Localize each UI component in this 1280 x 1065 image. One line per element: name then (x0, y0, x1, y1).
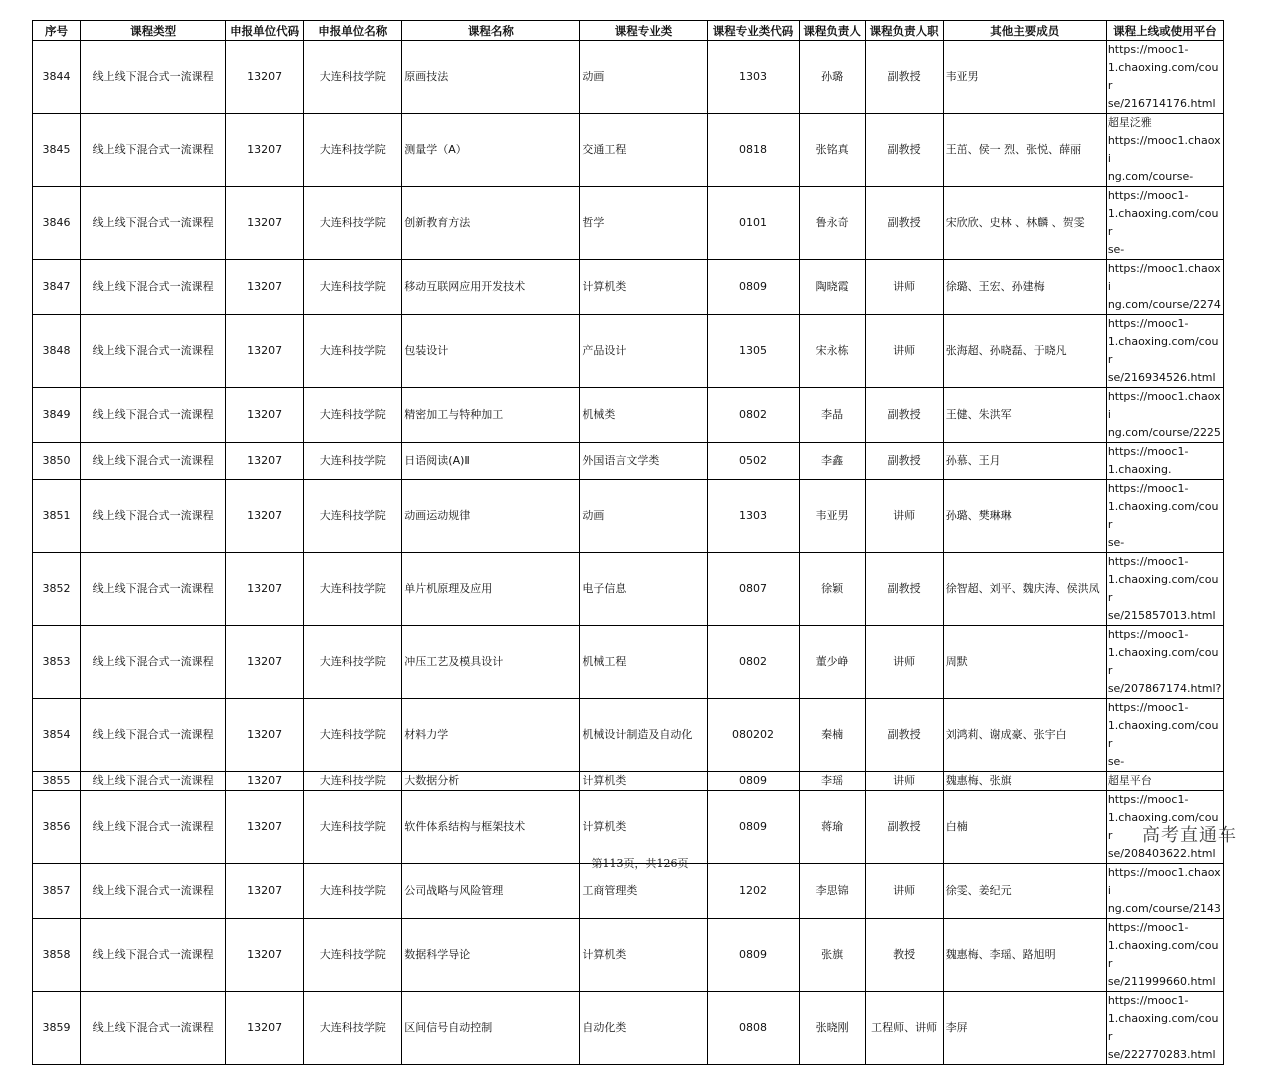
row-major: 计算机类 (580, 260, 707, 315)
row-members: 徐雯、姜纪元 (943, 864, 1106, 919)
row-index: 3844 (33, 41, 81, 114)
row-platform: https://mooc1.chaoxi ng.com/course/2143 (1106, 864, 1223, 919)
row-major-code: 0809 (707, 919, 799, 992)
row-leader-title: 讲师 (865, 864, 943, 919)
row-leader-title: 副教授 (865, 187, 943, 260)
row-leader-title: 讲师 (865, 260, 943, 315)
row-major: 计算机类 (580, 919, 707, 992)
row-major: 电子信息 (580, 553, 707, 626)
row-unit-code: 13207 (226, 919, 304, 992)
row-index: 3845 (33, 114, 81, 187)
row-leader-title: 副教授 (865, 443, 943, 480)
row-members: 孙璐、樊琳琳 (943, 480, 1106, 553)
row-major-code: 1303 (707, 480, 799, 553)
row-course-type: 线上线下混合式一流课程 (81, 919, 226, 992)
row-unit-name: 大连科技学院 (304, 260, 402, 315)
row-index: 3849 (33, 388, 81, 443)
row-unit-name: 大连科技学院 (304, 388, 402, 443)
row-major-code: 0502 (707, 443, 799, 480)
row-course-name: 动画运动规律 (402, 480, 580, 553)
row-major-code: 0101 (707, 187, 799, 260)
row-course-type: 线上线下混合式一流课程 (81, 772, 226, 791)
row-unit-name: 大连科技学院 (304, 553, 402, 626)
row-leader: 徐颖 (799, 553, 865, 626)
course-table (32, 20, 1224, 1065)
row-members: 王健、朱洪军 (943, 388, 1106, 443)
row-unit-code: 13207 (226, 992, 304, 1065)
col-header-leader: 课程负责人 (799, 21, 865, 41)
row-leader: 蒋瑜 (799, 791, 865, 864)
row-leader: 孙璐 (799, 41, 865, 114)
table-row (33, 388, 1224, 443)
row-index: 3847 (33, 260, 81, 315)
row-leader: 张晓刚 (799, 992, 865, 1065)
col-header-course-type: 课程类型 (81, 21, 226, 41)
row-leader: 李晶 (799, 388, 865, 443)
row-leader: 李鑫 (799, 443, 865, 480)
row-unit-name: 大连科技学院 (304, 626, 402, 699)
row-members: 张海超、孙晓磊、于晓凡 (943, 315, 1106, 388)
row-leader-title: 副教授 (865, 699, 943, 772)
row-unit-code: 13207 (226, 791, 304, 864)
row-index: 3853 (33, 626, 81, 699)
table-row (33, 992, 1224, 1065)
row-leader-title: 讲师 (865, 315, 943, 388)
row-course-name: 测量学（A） (402, 114, 580, 187)
row-index: 3859 (33, 992, 81, 1065)
row-unit-code: 13207 (226, 260, 304, 315)
row-course-name: 材料力学 (402, 699, 580, 772)
row-members: 刘鸿莉、谢成豪、张宇白 (943, 699, 1106, 772)
row-course-name: 软件体系结构与框架技术 (402, 791, 580, 864)
row-major: 计算机类 (580, 772, 707, 791)
row-index: 3850 (33, 443, 81, 480)
row-index: 3856 (33, 791, 81, 864)
row-unit-code: 13207 (226, 315, 304, 388)
table-row (33, 772, 1224, 791)
row-unit-code: 13207 (226, 114, 304, 187)
col-header-major-code: 课程专业类代码 (707, 21, 799, 41)
table-row (33, 864, 1224, 919)
row-platform: https://mooc1- 1.chaoxing. (1106, 443, 1223, 480)
row-platform: https://mooc1- 1.chaoxing.com/cour se/222770283.html (1106, 992, 1223, 1065)
row-course-name: 原画技法 (402, 41, 580, 114)
row-unit-name: 大连科技学院 (304, 114, 402, 187)
row-members: 宋欣欣、史林 、林麟 、贺雯 (943, 187, 1106, 260)
row-index: 3854 (33, 699, 81, 772)
row-unit-code: 13207 (226, 772, 304, 791)
row-unit-code: 13207 (226, 553, 304, 626)
row-platform: https://mooc1- 1.chaoxing.com/cour se/215857013.html (1106, 553, 1223, 626)
header-row (33, 21, 1224, 41)
page-footer: 第113页，共126页 (591, 857, 689, 870)
row-platform: 超星泛雅 https://mooc1.chaoxi ng.com/course- (1106, 114, 1223, 187)
row-leader-title: 副教授 (865, 388, 943, 443)
row-leader: 秦楠 (799, 699, 865, 772)
row-course-name: 包装设计 (402, 315, 580, 388)
row-leader: 董少峥 (799, 626, 865, 699)
row-course-name: 冲压工艺及模具设计 (402, 626, 580, 699)
table-row (33, 260, 1224, 315)
table-row (33, 480, 1224, 553)
row-unit-name: 大连科技学院 (304, 41, 402, 114)
table-row (33, 553, 1224, 626)
row-index: 3852 (33, 553, 81, 626)
row-major: 自动化类 (580, 992, 707, 1065)
row-unit-name: 大连科技学院 (304, 791, 402, 864)
row-course-type: 线上线下混合式一流课程 (81, 480, 226, 553)
row-platform: https://mooc1.chaoxi ng.com/course/2225 (1106, 388, 1223, 443)
row-leader: 李思锦 (799, 864, 865, 919)
table-row (33, 41, 1224, 114)
row-course-type: 线上线下混合式一流课程 (81, 443, 226, 480)
row-index: 3848 (33, 315, 81, 388)
row-course-type: 线上线下混合式一流课程 (81, 388, 226, 443)
col-header-index: 序号 (33, 21, 81, 41)
row-major-code: 1202 (707, 864, 799, 919)
row-leader-title: 副教授 (865, 791, 943, 864)
row-members: 周默 (943, 626, 1106, 699)
row-major: 机械类 (580, 388, 707, 443)
row-course-type: 线上线下混合式一流课程 (81, 553, 226, 626)
row-index: 3855 (33, 772, 81, 791)
table-row (33, 791, 1224, 864)
row-course-type: 线上线下混合式一流课程 (81, 864, 226, 919)
table-row (33, 315, 1224, 388)
row-major-code: 1303 (707, 41, 799, 114)
row-members: 孙慕、王月 (943, 443, 1106, 480)
col-header-leader-title: 课程负责人职 (865, 21, 943, 41)
row-leader-title: 副教授 (865, 114, 943, 187)
row-unit-code: 13207 (226, 480, 304, 553)
row-unit-code: 13207 (226, 187, 304, 260)
col-header-unit-name: 申报单位名称 (304, 21, 402, 41)
row-course-name: 公司战略与风险管理 (402, 864, 580, 919)
row-major-code: 080202 (707, 699, 799, 772)
row-course-name: 创新教育方法 (402, 187, 580, 260)
row-platform: https://mooc1- 1.chaoxing.com/cour se/216934526.html (1106, 315, 1223, 388)
row-leader-title: 讲师 (865, 480, 943, 553)
row-platform: https://mooc1- 1.chaoxing.com/cour se/216714176.html (1106, 41, 1223, 114)
row-major-code: 0802 (707, 388, 799, 443)
row-index: 3851 (33, 480, 81, 553)
row-major: 机械设计制造及自动化 (580, 699, 707, 772)
row-unit-code: 13207 (226, 443, 304, 480)
row-members: 韦亚男 (943, 41, 1106, 114)
row-unit-code: 13207 (226, 41, 304, 114)
row-platform: https://mooc1- 1.chaoxing.com/cour se- (1106, 699, 1223, 772)
table-row (33, 187, 1224, 260)
row-unit-code: 13207 (226, 864, 304, 919)
row-major: 计算机类 (580, 791, 707, 864)
row-course-name: 单片机原理及应用 (402, 553, 580, 626)
row-course-type: 线上线下混合式一流课程 (81, 187, 226, 260)
row-leader: 张铭真 (799, 114, 865, 187)
row-major: 外国语言文学类 (580, 443, 707, 480)
row-course-name: 数据科学导论 (402, 919, 580, 992)
row-unit-name: 大连科技学院 (304, 443, 402, 480)
row-members: 魏惠梅、李瑶、路旭明 (943, 919, 1106, 992)
row-unit-name: 大连科技学院 (304, 315, 402, 388)
row-major-code: 0818 (707, 114, 799, 187)
row-unit-code: 13207 (226, 626, 304, 699)
row-unit-name: 大连科技学院 (304, 919, 402, 992)
row-members: 魏惠梅、张旗 (943, 772, 1106, 791)
row-major: 机械工程 (580, 626, 707, 699)
row-unit-name: 大连科技学院 (304, 772, 402, 791)
row-leader: 宋永栋 (799, 315, 865, 388)
row-leader-title: 工程师、讲师 (865, 992, 943, 1065)
row-major-code: 0809 (707, 260, 799, 315)
row-major-code: 0807 (707, 553, 799, 626)
row-course-type: 线上线下混合式一流课程 (81, 791, 226, 864)
row-leader: 陶晓霞 (799, 260, 865, 315)
row-major: 产品设计 (580, 315, 707, 388)
row-unit-name: 大连科技学院 (304, 187, 402, 260)
row-leader: 李瑶 (799, 772, 865, 791)
row-platform: https://mooc1- 1.chaoxing.com/cour se- (1106, 187, 1223, 260)
row-course-type: 线上线下混合式一流课程 (81, 41, 226, 114)
row-platform: https://mooc1- 1.chaoxing.com/cour se/208403622.html (1106, 791, 1223, 864)
row-members: 徐璐、王宏、孙建梅 (943, 260, 1106, 315)
row-leader-title: 讲师 (865, 772, 943, 791)
row-course-name: 日语阅读(A)Ⅱ (402, 443, 580, 480)
row-members: 王茁、侯一 烈、张悦、薛丽 (943, 114, 1106, 187)
row-major: 交通工程 (580, 114, 707, 187)
row-course-name: 精密加工与特种加工 (402, 388, 580, 443)
row-unit-code: 13207 (226, 699, 304, 772)
row-leader-title: 教授 (865, 919, 943, 992)
row-major: 动画 (580, 480, 707, 553)
row-platform: https://mooc1.chaoxi ng.com/course/2274 (1106, 260, 1223, 315)
col-header-course-name: 课程名称 (402, 21, 580, 41)
row-course-type: 线上线下混合式一流课程 (81, 315, 226, 388)
row-course-type: 线上线下混合式一流课程 (81, 114, 226, 187)
row-members: 徐智超、刘平、魏庆涛、侯洪凤 (943, 553, 1106, 626)
row-unit-name: 大连科技学院 (304, 992, 402, 1065)
row-major-code: 0808 (707, 992, 799, 1065)
row-major-code: 0809 (707, 772, 799, 791)
table-row (33, 626, 1224, 699)
table-row (33, 114, 1224, 187)
row-leader-title: 副教授 (865, 41, 943, 114)
row-major: 动画 (580, 41, 707, 114)
row-course-type: 线上线下混合式一流课程 (81, 260, 226, 315)
row-course-type: 线上线下混合式一流课程 (81, 992, 226, 1065)
watermark: 高考直通车 (1142, 825, 1237, 846)
col-header-major: 课程专业类 (580, 21, 707, 41)
row-course-type: 线上线下混合式一流课程 (81, 626, 226, 699)
row-index: 3857 (33, 864, 81, 919)
row-leader: 张旗 (799, 919, 865, 992)
row-major-code: 1305 (707, 315, 799, 388)
row-unit-name: 大连科技学院 (304, 699, 402, 772)
row-members: 白楠 (943, 791, 1106, 864)
row-index: 3846 (33, 187, 81, 260)
row-course-name: 移动互联网应用开发技术 (402, 260, 580, 315)
row-leader-title: 讲师 (865, 626, 943, 699)
row-unit-name: 大连科技学院 (304, 864, 402, 919)
row-major-code: 0809 (707, 791, 799, 864)
col-header-platform: 课程上线或使用平台 (1106, 21, 1223, 41)
col-header-unit-code: 申报单位代码 (226, 21, 304, 41)
row-leader-title: 副教授 (865, 553, 943, 626)
col-header-members: 其他主要成员 (943, 21, 1106, 41)
row-course-type: 线上线下混合式一流课程 (81, 699, 226, 772)
row-major: 工商管理类 (580, 864, 707, 919)
row-platform: https://mooc1- 1.chaoxing.com/cour se/211999660.html (1106, 919, 1223, 992)
table-row (33, 443, 1224, 480)
row-leader: 鲁永奇 (799, 187, 865, 260)
row-course-name: 大数据分析 (402, 772, 580, 791)
row-leader: 韦亚男 (799, 480, 865, 553)
row-major-code: 0802 (707, 626, 799, 699)
row-members: 李屏 (943, 992, 1106, 1065)
row-platform: https://mooc1- 1.chaoxing.com/cour se- (1106, 480, 1223, 553)
table-row (33, 919, 1224, 992)
row-unit-code: 13207 (226, 388, 304, 443)
row-index: 3858 (33, 919, 81, 992)
row-course-name: 区间信号自动控制 (402, 992, 580, 1065)
table-row (33, 699, 1224, 772)
row-unit-name: 大连科技学院 (304, 480, 402, 553)
row-platform: https://mooc1- 1.chaoxing.com/cour se/207867174.html? (1106, 626, 1223, 699)
row-platform: 超星平台 (1106, 772, 1223, 791)
row-major: 哲学 (580, 187, 707, 260)
